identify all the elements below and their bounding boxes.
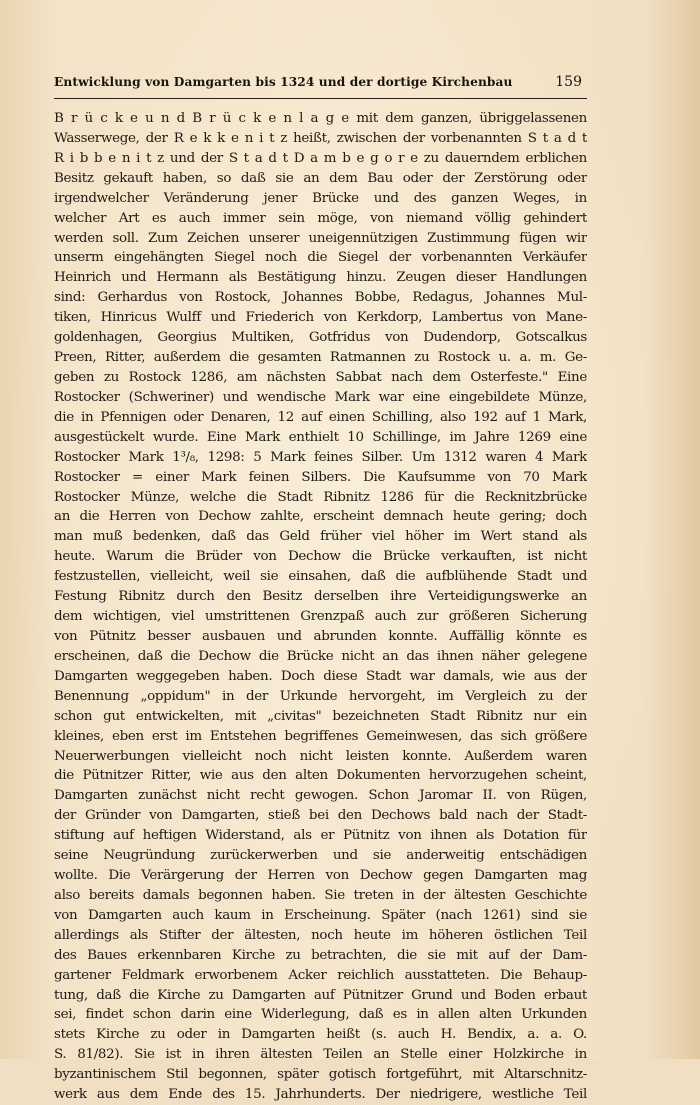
text-line: an die Herren von Dechow zahlte, erscheint demnach heute gering; doch: [54, 509, 587, 525]
text-line: unserm eingehängten Siegel noch die Siegel der vorbenannten Verkäufer: [54, 250, 587, 266]
text-line: schon gut entwickelten, mit „civitas" bezeichneten Stadt Ribnitz nur ein: [54, 708, 587, 724]
text-line: man muß bedenken, daß das Geld früher viel höher im Wert stand als: [54, 529, 587, 545]
text-line: wollte. Die Verärgerung der Herren von Dechow gegen Damgarten mag: [54, 868, 587, 884]
text-line: Festung Ribnitz durch den Besitz derselben ihre Verteidigungswerke an: [54, 589, 587, 605]
header-rule: [54, 98, 587, 99]
text-line: sei, findet schon darin eine Widerlegung, daß es in allen alten Urkunden: [54, 1007, 587, 1023]
text-line: Rostocker (Schweriner) und wendische Mark war eine eingebildete Münze,: [54, 389, 587, 405]
text-line: heute. Warum die Brüder von Dechow die Brücke verkauften, ist nicht: [54, 549, 587, 565]
text-line: geben zu Rostock 1286, am nächsten Sabbat nach dem Osterfeste." Eine: [54, 369, 587, 385]
text-line: S. 81/82). Sie ist in ihren ältesten Teilen an Stelle einer Holzkirche in: [54, 1047, 587, 1063]
text-line: Preen, Ritter, außerdem die gesamten Ratmannen zu Rostock u. a. m. Ge-: [54, 350, 587, 366]
text-line: werden soll. Zum Zeichen unserer uneigennützigen Zustimmung fügen wir: [54, 230, 587, 246]
page-number: 159: [555, 74, 582, 90]
text-line: goldenhagen, Georgius Multiken, Gotfridus von Dudendorp, Gotscalkus: [54, 330, 587, 346]
text-line: Neuerwerbungen vielleicht noch nicht leisten konnte. Außerdem waren: [54, 748, 587, 764]
text-line: des Baues erkennbaren Kirche zu betrachten, die sie mit auf der Dam-: [54, 947, 587, 963]
text-line: Heinrich und Hermann als Bestätigung hinzu. Zeugen dieser Handlungen: [54, 270, 587, 286]
text-line: tung, daß die Kirche zu Damgarten auf Pütnitzer Grund und Boden erbaut: [54, 987, 587, 1003]
text-line: gartener Feldmark erworbenem Acker reichlich ausstatteten. Die Behaup-: [54, 967, 587, 983]
text-line: B r ü c k e u n d B r ü c k e n l a g e mit dem ganzen, übriggelassenen: [54, 111, 587, 126]
text-line: dem wichtigen, viel umstrittenen Grenzpaß auch zur größeren Sicherung: [54, 609, 587, 625]
text-line: stets Kirche zu oder in Damgarten heißt (s. auch H. Bendix, a. a. O.: [54, 1027, 587, 1043]
text-line: Benennung „oppidum" in der Urkunde hervorgeht, im Vergleich zu der: [54, 688, 587, 704]
text-line: die in Pfennigen oder Denaren, 12 auf einen Schilling, also 192 auf 1 Mark,: [54, 409, 587, 425]
body-text: [54, 109, 587, 1105]
text-line: die Pütnitzer Ritter, wie aus den alten Dokumenten hervorzugehen scheint,: [54, 768, 587, 784]
text-line: Rostocker Mark 1³/₈, 1298: 5 Mark feines Silber. Um 1312 waren 4 Mark: [54, 449, 587, 465]
text-line: Rostocker Münze, welche die Stadt Ribnitz 1286 für die Recknitzbrücke: [54, 489, 587, 505]
text-line: Wasserwege, der R e k k e n i t z heißt, zwischen der vorbenannten S t a d t: [54, 130, 587, 146]
text-line: Rostocker = einer Mark feinen Silbers. Die Kaufsumme von 70 Mark: [54, 469, 587, 485]
text-line: von Damgarten auch kaum in Erscheinung. Später (nach 1261) sind sie: [54, 907, 587, 923]
text-line: also bereits damals begonnen haben. Sie treten in der ältesten Geschichte: [54, 887, 587, 903]
text-line: seine Neugründung zurückerwerben und sie anderweitig entschädigen: [54, 848, 587, 864]
text-line: stiftung auf heftigen Widerstand, als er Pütnitz von ihnen als Dotation für: [54, 828, 587, 844]
text-line: von Pütnitz besser ausbauen und abrunden konnte. Auffällig könnte es: [54, 628, 587, 644]
text-line: tiken, Hinricus Wulff und Friederich von Kerkdorp, Lambertus von Mane-: [54, 310, 587, 326]
text-line: sind: Gerhardus von Rostock, Johannes Bobbe, Redagus, Johannes Mul-: [54, 290, 587, 306]
text-line: festzustellen, vielleicht, weil sie einsahen, daß die aufblühende Stadt und: [54, 569, 587, 585]
page-header: [54, 74, 588, 96]
text-line: ausgestückelt wurde. Eine Mark enthielt 10 Schillinge, im Jahre 1269 eine: [54, 429, 587, 445]
text-line: Damgarten zunächst nicht recht gewogen. Schon Jaromar II. von Rügen,: [54, 788, 587, 804]
running-head: Entwicklung von Damgarten bis 1324 und der dortige Kirchenbau: [54, 75, 513, 89]
text-line: kleines, eben erst im Entstehen begriffenes Gemeinwesen, das sich größere: [54, 728, 587, 744]
text-line: Besitz gekauft haben, so daß sie an dem Bau oder der Zerstörung oder: [54, 170, 587, 186]
text-line: byzantinischem Stil begonnen, später gotisch fortgeführt, mit Altarschnitz-: [54, 1067, 587, 1083]
text-line: R i b b e n i t z und der S t a d t D a m b e g o r e zu dauerndem erblichen: [54, 150, 587, 166]
text-line: werk aus dem Ende des 15. Jahrhunderts. Der niedrigere, westliche Teil: [54, 1087, 587, 1103]
text-line: welcher Art es auch immer sein möge, von niemand völlig gehindert: [54, 210, 587, 226]
text-line: erscheinen, daß die Dechow die Brücke nicht an das ihnen näher gelegene: [54, 648, 587, 664]
text-line: Damgarten weggegeben haben. Doch diese Stadt war damals, wie aus der: [54, 668, 587, 684]
text-line: der Gründer von Damgarten, stieß bei den Dechows bald nach der Stadt-: [54, 808, 587, 824]
text-line: irgendwelcher Veränderung jener Brücke und des ganzen Weges, in: [54, 190, 587, 206]
text-line: allerdings als Stifter der ältesten, noch heute im höheren östlichen Teil: [54, 927, 587, 943]
